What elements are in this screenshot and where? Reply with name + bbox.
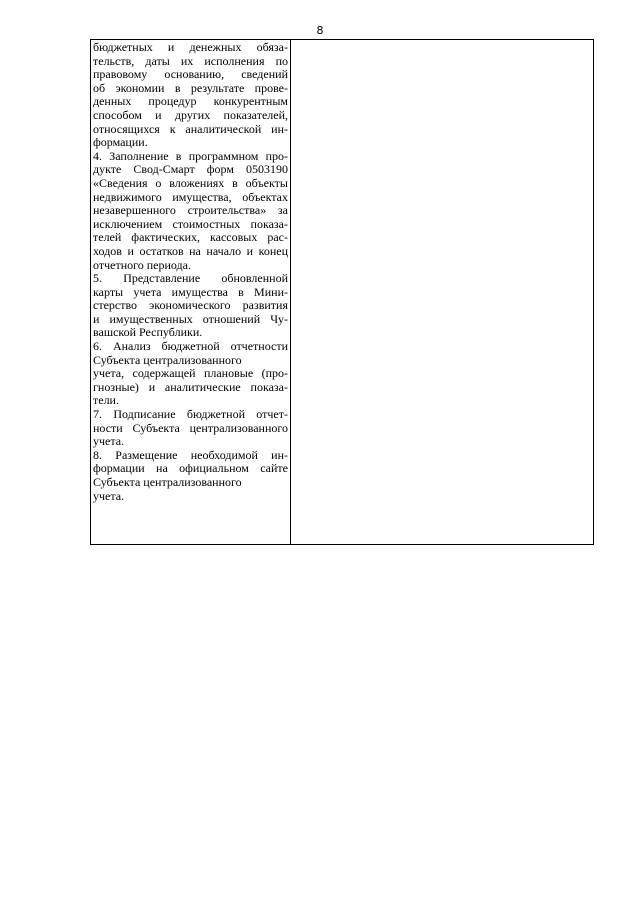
text-line: формации на официальном сайте [93, 461, 288, 476]
text-line: незавершенного строительства» за [93, 203, 288, 218]
text-line: телей фактических, кассовых рас- [93, 230, 288, 245]
table-cell-right [291, 40, 593, 544]
text-line: дукте Свод-Смарт форм 0503190 [93, 162, 288, 177]
text-line: Субъекта централизованного [93, 475, 242, 489]
text-line: карты учета имущества в Мини- [93, 284, 288, 299]
text-line: формации. [93, 135, 148, 150]
text-line: ности Субъекта централизованного [93, 420, 288, 435]
text-line: 8. Размещение необходимой ин- [93, 447, 288, 462]
text-line: стерство экономического развития [93, 298, 288, 313]
page-number: 8 [316, 24, 324, 37]
text-line: учета. [93, 488, 125, 503]
text-line: об экономии в результате прове- [93, 80, 288, 95]
text-line: учета. [93, 434, 125, 449]
table-cell-left [91, 40, 291, 544]
text-line: недвижимого имущества, объектах [93, 189, 288, 204]
text-line: 6. Анализ бюджетной отчетности [93, 339, 288, 354]
text-line: отчетного периода. [93, 257, 191, 272]
text-line: относящихся к аналитической ин- [93, 121, 288, 136]
text-line: 4. Заполнение в программном про- [93, 148, 288, 163]
text-line: денных процедур конкурентным [93, 94, 288, 109]
document-table [90, 39, 594, 545]
text-line: способом и других показателей, [93, 107, 288, 122]
text-line: бюджетных и денежных обяза- [93, 40, 288, 54]
text-line: 5. Представление обновленной [93, 271, 288, 286]
text-line: гнозные) и аналитические показа- [93, 379, 288, 394]
text-line: тельств, даты их исполнения по [93, 53, 288, 68]
text-line: 7. Подписание бюджетной отчет- [93, 407, 288, 422]
text-line: Субъекта централизованного [93, 352, 242, 367]
text-line: вашской Республики. [93, 325, 203, 340]
text-line: и имущественных отношений Чу- [93, 311, 288, 326]
text-line: тели. [93, 393, 119, 408]
text-line: учета, содержащей плановые (про- [93, 366, 288, 381]
text-line: «Сведения о вложениях в объекты [93, 175, 288, 190]
text-line: исключением стоимостных показа- [93, 216, 288, 231]
text-line: ходов и остатков на начало и конец [93, 243, 288, 258]
text-line: правовому основанию, сведений [93, 67, 288, 82]
